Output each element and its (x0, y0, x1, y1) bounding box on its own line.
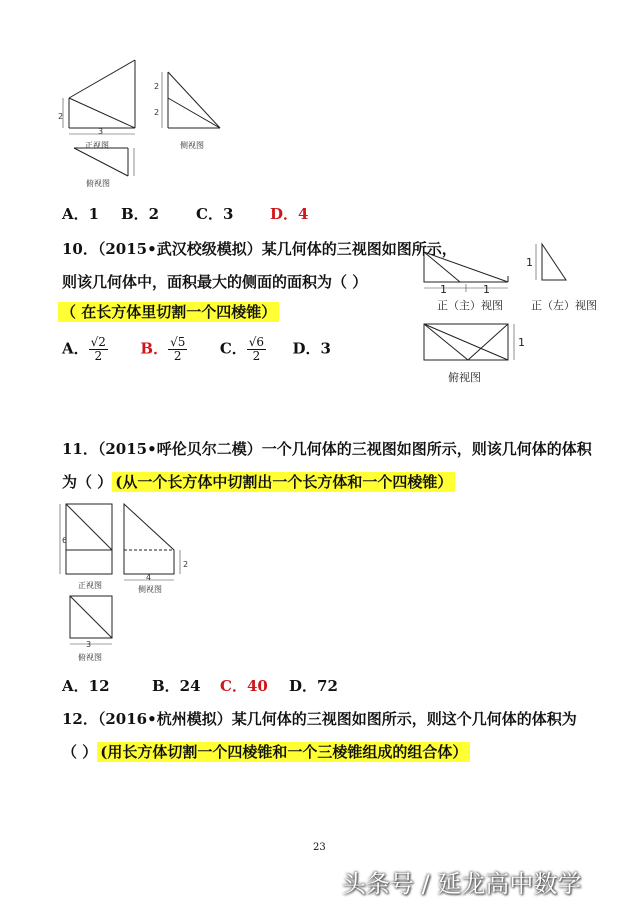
q12-hint: (用长方体切割一个四棱锥和一个三棱锥组成的组合体） (97, 742, 470, 762)
q11-side-dim-4: 4 (146, 573, 152, 582)
q11-side-view (118, 498, 198, 588)
q11-side-label: 侧视图 (138, 585, 162, 594)
q10-option-b-value (168, 336, 187, 363)
q12-stem-prefix: （ ） (62, 743, 98, 761)
q11-side-dim-2: 2 (183, 560, 189, 569)
q11-front-dim-6: 6 (62, 536, 68, 545)
watermark: 头条号 / 延龙高中数学 (342, 870, 582, 898)
q9-side-dim-top: 2 (154, 82, 160, 91)
q10-front-dim-1: 1 (440, 283, 447, 296)
q11-stem-line2 (62, 471, 455, 492)
q10-side-dim: 1 (526, 256, 533, 269)
q11-option-b: B．24 (152, 677, 201, 695)
q9-side-label: 侧视图 (180, 141, 204, 150)
q10-top-label: 俯视图 (448, 371, 481, 384)
q9-option-d: D．4 (270, 205, 309, 223)
q10-option-c-label: C． (219, 339, 247, 358)
q9-option-a: A．1 (62, 205, 100, 223)
q10-side-label: 正（左）视图 (531, 299, 597, 312)
q10-hint: （ 在长方体里切割一个四棱锥） (58, 302, 279, 322)
q9-side-view (158, 68, 238, 138)
q10-option-a-label: A． (62, 339, 89, 358)
q10-option-c-value (247, 336, 266, 363)
q10-option-b-label: B． (140, 339, 169, 358)
q12-stem-line1: 12．（2016•杭州模拟）某几何体的三视图如图所示，则这个几何体的体积为 (62, 710, 577, 728)
q9-top-label: 俯视图 (86, 179, 110, 188)
q10-stem-line2: 则该几何体中，面积最大的侧面的面积为（ ） (62, 273, 368, 291)
q10-frac-b-den: 2 (173, 349, 182, 363)
q10-option-a-value (89, 336, 108, 363)
q9-option-c: C．3 (196, 205, 234, 223)
q10-side-view (528, 240, 588, 290)
q10-top-dim: 1 (518, 336, 525, 349)
q11-option-a: A．12 (62, 677, 110, 695)
q9-front-label: 正视图 (85, 141, 109, 150)
q10-option-d: D．3 (292, 339, 331, 358)
q11-hint: (从一个长方体中切割出一个长方体和一个四棱锥） (112, 472, 455, 492)
q11-top-label: 俯视图 (78, 653, 102, 662)
q10-frac-b-num: √5 (170, 335, 186, 349)
q9-front-dim-w: 3 (98, 127, 104, 136)
q10-options (62, 336, 331, 363)
q9-side-dim-mid: 2 (154, 108, 160, 117)
q11-front-label: 正视图 (78, 581, 102, 590)
q10-stem-line1: 10．（2015•武汉校级模拟）某几何体的三视图如图所示， (62, 240, 457, 258)
q10-front-view (420, 246, 520, 296)
q10-front-label: 正（主）视图 (437, 299, 503, 312)
q11-stem-prefix: 为（ ） (62, 473, 113, 491)
q11-stem-line1: 11．（2015•呼伦贝尔二模）一个几何体的三视图如图所示，则该几何体的体积 (62, 440, 592, 458)
q10-front-dim-2: 1 (483, 283, 490, 296)
q12-stem-line2 (62, 741, 470, 762)
q10-frac-a-den: 2 (94, 349, 103, 363)
q9-front-dim-h: 2 (58, 112, 64, 121)
q10-frac-a-num: √2 (90, 335, 106, 349)
q11-top-view (64, 592, 124, 652)
q10-frac-c-num: √6 (248, 335, 265, 349)
q11-option-d: D．72 (289, 677, 338, 695)
q11-top-dim-3: 3 (86, 640, 92, 649)
q10-frac-c-den: 2 (252, 349, 261, 363)
q10-top-view (420, 320, 530, 370)
q11-option-c: C．40 (220, 677, 268, 695)
page-number: 23 (313, 842, 326, 853)
q9-option-b: B．2 (121, 205, 160, 223)
